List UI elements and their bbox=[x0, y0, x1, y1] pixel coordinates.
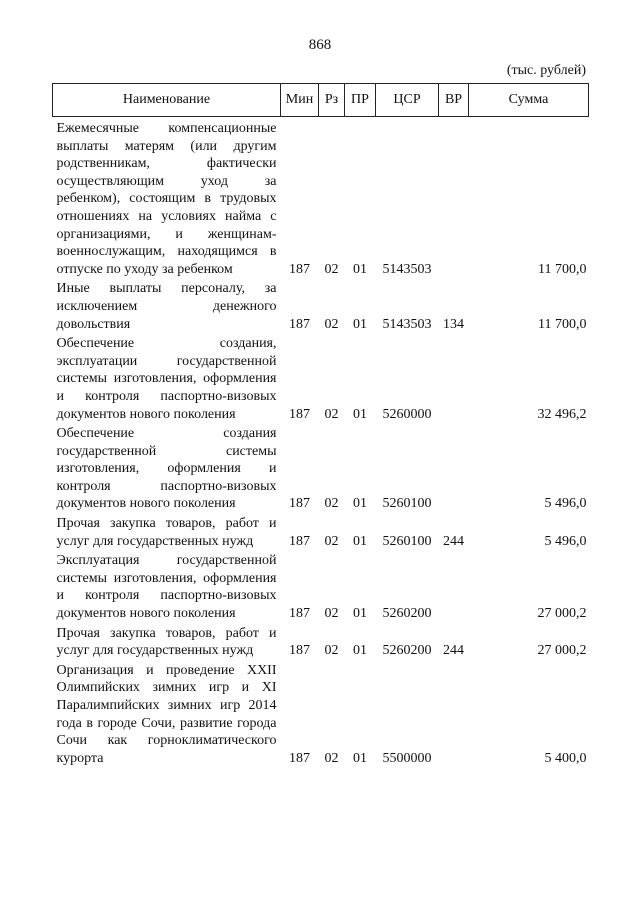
row-vr bbox=[439, 552, 469, 624]
row-vr: 134 bbox=[443, 316, 464, 332]
row-pr: 01 bbox=[353, 316, 367, 332]
row-sum: 32 496,2 bbox=[537, 406, 587, 422]
row-pr: 01 bbox=[353, 750, 367, 766]
row-name: Иные выплаты персоналу, за исключением денежного довольствия bbox=[56, 281, 277, 332]
row-sum: 11 700,0 bbox=[538, 316, 587, 332]
row-pr: 01 bbox=[353, 533, 367, 549]
row-min: 187 bbox=[289, 643, 310, 659]
row-name: Эксплуатация государственной системы изготовления, оформления и контроля паспортно-визовых документов нового поколения bbox=[56, 553, 277, 622]
header-csr: ЦСР bbox=[376, 84, 439, 117]
row-pr: 01 bbox=[353, 606, 367, 622]
row-vr: 244 bbox=[443, 643, 464, 659]
table-row bbox=[53, 625, 589, 662]
row-pr: 01 bbox=[353, 261, 367, 277]
table-row bbox=[53, 335, 589, 425]
row-csr: 5500000 bbox=[382, 750, 432, 766]
row-rz: 02 bbox=[324, 533, 339, 549]
row-sum: 27 000,2 bbox=[537, 643, 587, 659]
row-rz: 02 bbox=[324, 496, 339, 512]
page-number: 868 bbox=[308, 37, 332, 53]
row-rz: 02 bbox=[324, 316, 339, 332]
row-name: Ежемесячные компенсационные выплаты матерям (или другим родственникам, фактически осуществляющим уход за ребенком), состоящим в трудовых отношениях на условиях найма с организациями, и женщинам-военнослужащим, находящимся в отпуске по уходу за ребенком bbox=[56, 121, 277, 277]
row-vr bbox=[439, 117, 469, 281]
row-sum: 27 000,2 bbox=[537, 606, 587, 622]
row-pr: 01 bbox=[353, 496, 367, 512]
row-sum: 5 400,0 bbox=[544, 750, 587, 766]
row-rz: 02 bbox=[324, 406, 339, 422]
header-pr: ПР bbox=[345, 84, 376, 117]
row-rz: 02 bbox=[324, 643, 339, 659]
row-sum: 11 700,0 bbox=[538, 261, 587, 277]
row-vr bbox=[439, 425, 469, 515]
row-vr bbox=[439, 335, 469, 425]
row-name: Организация и проведение XXII Олимпийских зимних игр и XI Паралимпийских зимних игр 2014 года в городе Сочи, развитие города Сочи как горноклиматического курорта bbox=[56, 662, 277, 766]
row-csr: 5260200 bbox=[382, 606, 432, 622]
table-row bbox=[53, 552, 589, 624]
row-vr bbox=[439, 662, 469, 770]
row-min: 187 bbox=[289, 496, 310, 512]
row-min: 187 bbox=[289, 533, 310, 549]
row-csr: 5260000 bbox=[382, 406, 432, 422]
row-csr: 5260100 bbox=[382, 496, 432, 512]
row-name: Прочая закупка товаров, работ и услуг для государственных нужд bbox=[56, 625, 277, 659]
row-csr: 5143503 bbox=[382, 261, 432, 277]
header-vr: ВР bbox=[439, 84, 469, 117]
row-csr: 5260100 bbox=[382, 533, 432, 549]
row-pr: 01 bbox=[353, 643, 367, 659]
row-vr: 244 bbox=[443, 533, 464, 549]
table-row bbox=[53, 515, 589, 552]
row-min: 187 bbox=[289, 316, 310, 332]
budget-table bbox=[52, 83, 589, 769]
table-row bbox=[53, 280, 589, 335]
table-row bbox=[53, 662, 589, 770]
table-header bbox=[53, 84, 589, 117]
row-min: 187 bbox=[289, 261, 310, 277]
row-name: Обеспечение создания государственной системы изготовления, оформления и контроля паспортно-визовых документов нового поколения bbox=[56, 426, 277, 512]
header-name: Наименование bbox=[53, 84, 281, 117]
row-name: Прочая закупка товаров, работ и услуг для государственных нужд bbox=[56, 516, 277, 549]
units-note: (тыс. рублей) bbox=[506, 63, 586, 78]
row-rz: 02 bbox=[324, 606, 339, 622]
row-pr: 01 bbox=[353, 406, 367, 422]
table-row bbox=[53, 425, 589, 515]
row-csr: 5260200 bbox=[382, 643, 432, 659]
row-min: 187 bbox=[289, 606, 310, 622]
table-row bbox=[53, 117, 589, 281]
row-min: 187 bbox=[289, 750, 310, 766]
row-rz: 02 bbox=[324, 750, 339, 766]
row-sum: 5 496,0 bbox=[544, 496, 587, 512]
row-rz: 02 bbox=[324, 261, 339, 277]
header-min: Мин bbox=[281, 84, 319, 117]
table-body bbox=[53, 117, 589, 770]
header-rz: Рз bbox=[319, 84, 345, 117]
row-name: Обеспечение создания, эксплуатации государственной системы изготовления, оформления и контроля паспортно-визовых документов нового поколения bbox=[56, 336, 277, 422]
row-sum: 5 496,0 bbox=[544, 533, 587, 549]
row-csr: 5143503 bbox=[382, 316, 432, 332]
row-min: 187 bbox=[289, 406, 310, 422]
header-sum: Сумма bbox=[469, 84, 589, 117]
